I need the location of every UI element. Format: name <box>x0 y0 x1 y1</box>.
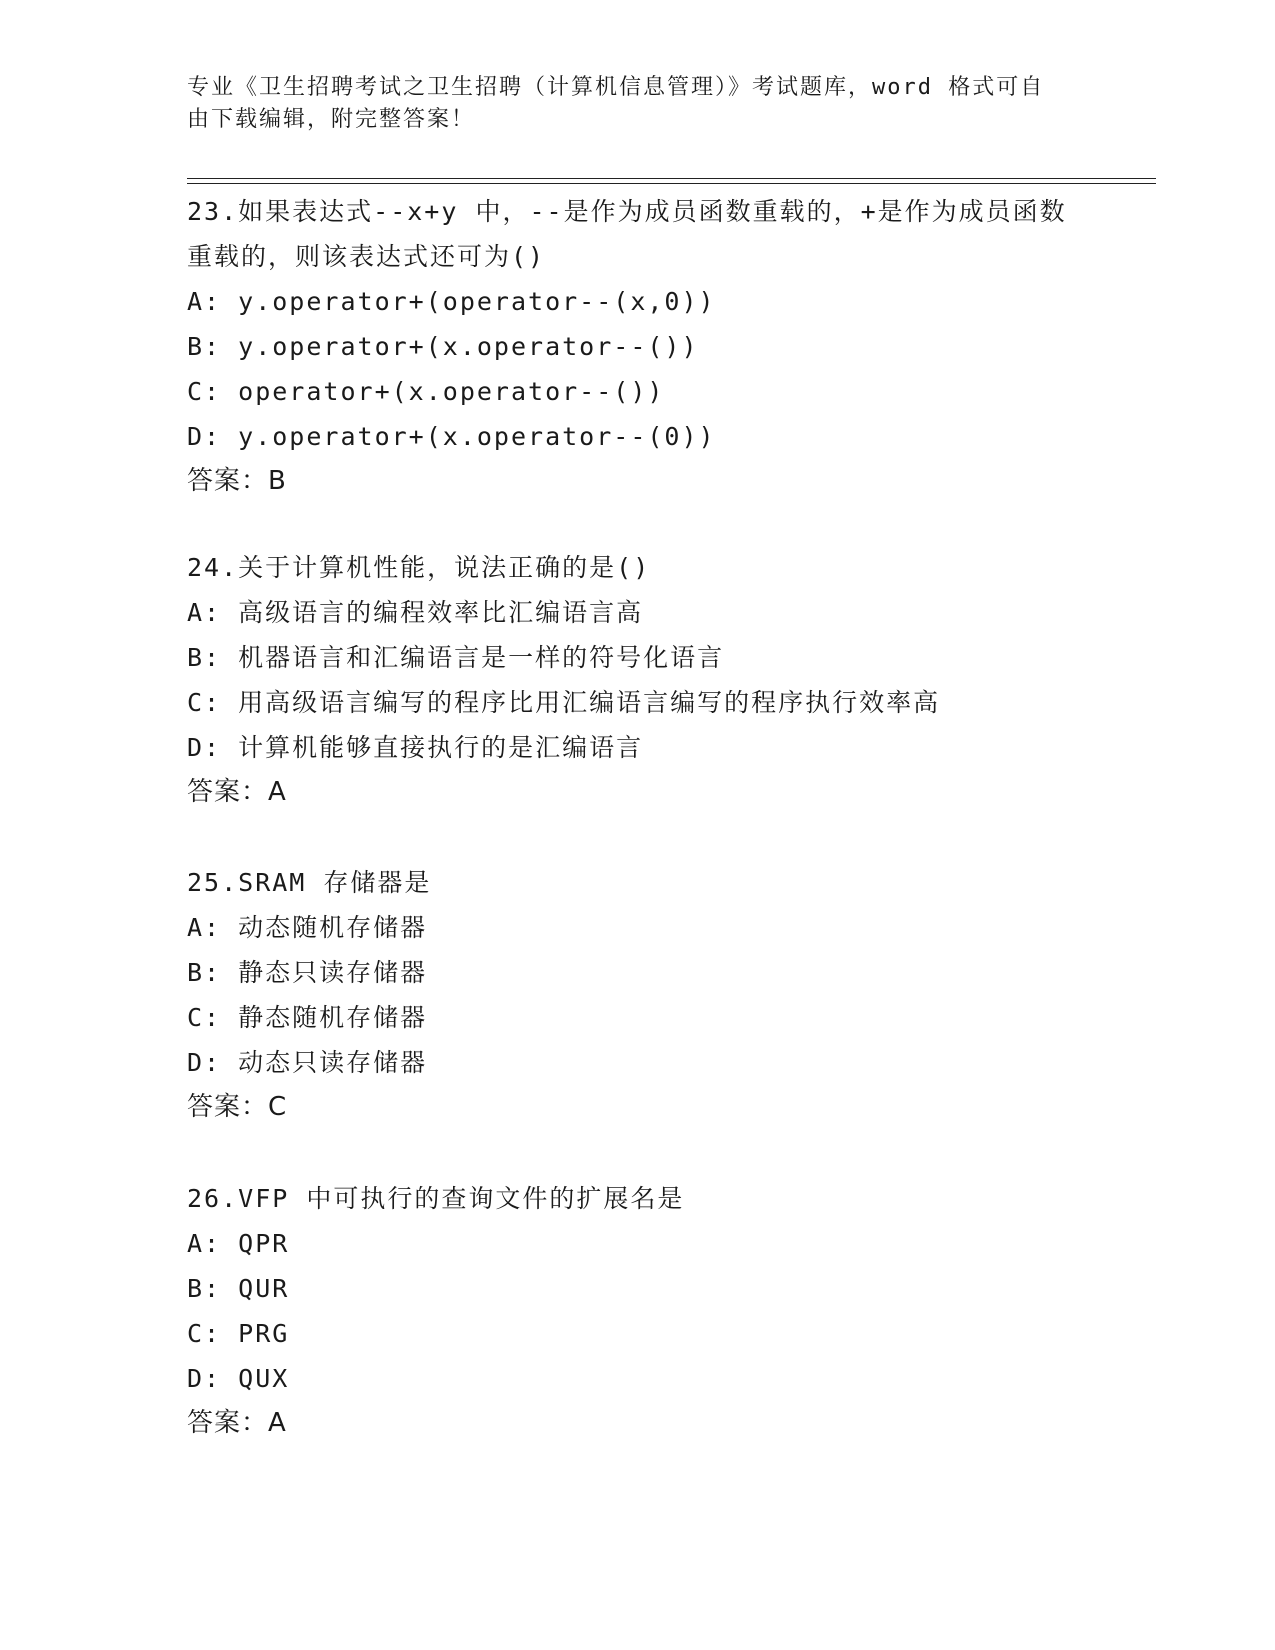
header-rule-top <box>187 178 1156 179</box>
question-text: 25.SRAM 存储器是 <box>187 868 432 897</box>
option-c: C: 静态随机存储器 <box>187 1003 428 1032</box>
option-b: B: 机器语言和汇编语言是一样的符号化语言 <box>187 643 725 672</box>
question-25 <box>187 860 1087 1129</box>
option-b: B: 静态只读存储器 <box>187 958 428 987</box>
document-header <box>187 72 1087 136</box>
option-a: A: y.operator+(operator--(x,0)) <box>187 287 716 316</box>
answer: 答案：C <box>187 1092 288 1122</box>
header-rule-bottom <box>187 183 1156 184</box>
option-d: D: 动态只读存储器 <box>187 1048 428 1077</box>
answer: 答案：A <box>187 777 287 807</box>
answer: 答案：B <box>187 466 287 496</box>
option-d: D: y.operator+(x.operator--(0)) <box>187 422 716 451</box>
answer: 答案：A <box>187 1408 287 1438</box>
question-23 <box>187 189 1087 503</box>
option-b: B: QUR <box>187 1274 290 1303</box>
header-line-1: 专业《卫生招聘考试之卫生招聘（计算机信息管理）》考试题库，word 格式可自 <box>187 75 1045 100</box>
header-line-2: 由下载编辑，附完整答案！ <box>187 107 476 132</box>
question-24 <box>187 545 1087 814</box>
question-text: 24.关于计算机性能，说法正确的是() <box>187 553 651 582</box>
option-d: D: 计算机能够直接执行的是汇编语言 <box>187 733 644 762</box>
option-b: B: y.operator+(x.operator--()) <box>187 332 699 361</box>
question-text: 26.VFP 中可执行的查询文件的扩展名是 <box>187 1184 685 1213</box>
option-c: C: PRG <box>187 1319 290 1348</box>
option-a: A: QPR <box>187 1229 290 1258</box>
option-a: A: 高级语言的编程效率比汇编语言高 <box>187 598 644 627</box>
question-text-continued: 重载的，则该表达式还可为() <box>187 242 546 271</box>
option-a: A: 动态随机存储器 <box>187 913 428 942</box>
question-text: 23.如果表达式--x+y 中，--是作为成员函数重载的，+是作为成员函数 <box>187 197 1067 226</box>
question-26 <box>187 1176 1087 1445</box>
option-c: C: operator+(x.operator--()) <box>187 377 665 406</box>
option-d: D: QUX <box>187 1364 290 1393</box>
option-c: C: 用高级语言编写的程序比用汇编语言编写的程序执行效率高 <box>187 688 941 717</box>
